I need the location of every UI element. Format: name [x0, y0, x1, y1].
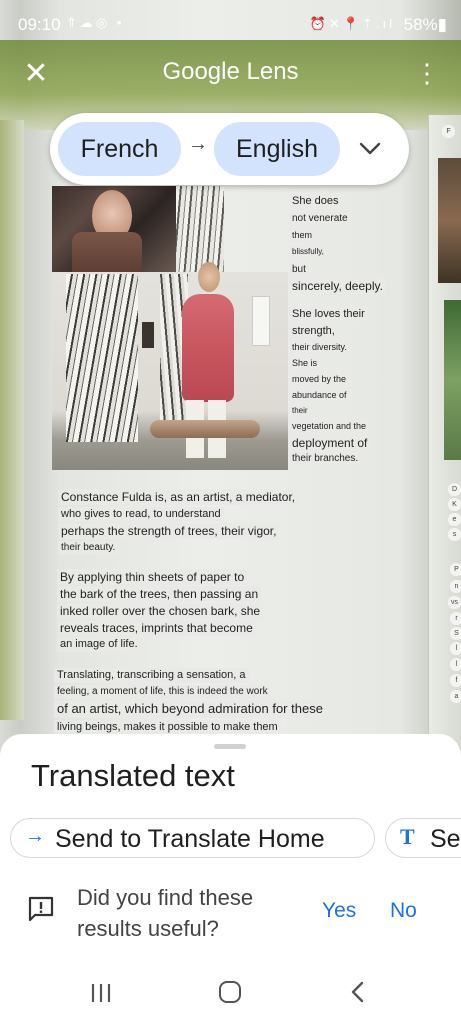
back-icon[interactable]: [350, 980, 366, 1004]
background-wall-left: [0, 120, 24, 720]
translated-text[interactable]: their: [289, 405, 311, 417]
sheet-title: Translated text: [31, 758, 235, 793]
notification-icons: ⇑☁◎ •: [66, 15, 125, 30]
feedback-icon: [27, 896, 55, 922]
adjacent-text: n: [450, 580, 461, 593]
translated-text[interactable]: blissfully,: [289, 246, 327, 258]
adjacent-photo: [438, 158, 461, 283]
drag-handle[interactable]: [214, 744, 246, 749]
navigation-bar: [0, 964, 461, 1024]
translated-text[interactable]: vegetation and the: [289, 420, 369, 433]
translated-text[interactable]: sincerely, deeply.: [289, 278, 386, 294]
page-title: Google Lens: [162, 58, 299, 85]
arrow-right-icon: →: [188, 133, 208, 155]
translated-text[interactable]: Translating, transcribing a sensation, a: [54, 668, 249, 683]
source-language-button[interactable]: French: [58, 122, 181, 176]
home-icon[interactable]: [219, 981, 241, 1003]
translated-text[interactable]: an image of life.: [57, 637, 141, 652]
adjacent-text: P: [450, 563, 461, 576]
more-vert-icon[interactable]: ⋮: [414, 58, 440, 88]
translated-text[interactable]: of an artist, which beyond admiration for these: [54, 700, 326, 718]
send-to-translate-button[interactable]: [10, 818, 375, 858]
adjacent-text: s: [448, 528, 461, 541]
battery-level: 58%▮: [403, 15, 447, 34]
translated-text[interactable]: Constance Fulda is, as an artist, a mediator,: [58, 489, 298, 505]
adjacent-text: a: [450, 690, 461, 703]
translated-text[interactable]: living beings, makes it possible to make them: [54, 720, 281, 735]
adjacent-text: vs: [448, 596, 461, 609]
translated-text[interactable]: moved by the: [289, 373, 349, 386]
adjacent-text: l: [450, 658, 461, 671]
adjacent-text: K: [448, 498, 461, 511]
translated-text[interactable]: By applying thin sheets of paper to: [57, 569, 247, 585]
adjacent-text: D: [448, 483, 461, 496]
status-bar: [0, 0, 461, 48]
translated-text[interactable]: their branches.: [289, 452, 361, 466]
artist-dress: [182, 294, 234, 402]
artist-head: [198, 262, 220, 292]
text-icon: T: [400, 824, 415, 849]
adjacent-text: F: [442, 125, 455, 138]
translated-text[interactable]: them: [289, 229, 315, 242]
chip-label: Send to Translate Home: [55, 825, 325, 853]
system-icons: ⏰✕📍⇡.ıl: [309, 16, 395, 31]
status-time: 09:10: [18, 15, 61, 34]
small-picture: [142, 322, 154, 348]
close-icon[interactable]: ✕: [23, 57, 49, 90]
artist-scarf: [72, 232, 142, 272]
adjacent-photo-tree: [444, 300, 461, 460]
select-text-button[interactable]: [385, 818, 461, 858]
translated-text[interactable]: who gives to read, to understand: [58, 507, 224, 522]
translated-text[interactable]: perhaps the strength of trees, their vigor,: [58, 523, 279, 539]
feedback-question: Did you find these results useful?: [77, 885, 254, 941]
translated-text[interactable]: their diversity.: [289, 341, 350, 354]
adjacent-text: f: [450, 674, 461, 687]
translated-text[interactable]: inked roller over the chosen bark, she: [57, 603, 263, 619]
translated-text[interactable]: She is: [289, 357, 320, 370]
wall-frame: [252, 296, 270, 346]
bark-print-large: [66, 274, 138, 442]
translated-text[interactable]: strength,: [289, 324, 338, 339]
adjacent-text: r: [450, 612, 461, 625]
translated-text[interactable]: reveals traces, imprints that become: [57, 620, 256, 636]
translated-text[interactable]: the bark of the trees, then passing an: [57, 586, 261, 602]
adjacent-text: S: [450, 627, 461, 640]
arrow-right-icon: →: [25, 825, 45, 847]
adjacent-text: e: [448, 513, 461, 526]
yes-button[interactable]: Yes: [322, 899, 357, 922]
recents-icon[interactable]: [90, 982, 112, 1004]
translated-text[interactable]: feeling, a moment of life, this is indeed the work: [54, 685, 271, 699]
log: [150, 420, 260, 438]
translated-text[interactable]: their beauty.: [58, 541, 118, 555]
translated-text[interactable]: not venerate: [289, 212, 351, 226]
chip-label: Se: [430, 825, 461, 853]
translated-text[interactable]: She loves their: [289, 307, 368, 322]
adjacent-text: l: [450, 642, 461, 655]
translated-text[interactable]: abundance of: [289, 389, 350, 402]
language-selector: [50, 113, 409, 185]
translated-text[interactable]: She does: [289, 194, 341, 209]
translated-text[interactable]: deployment of: [289, 435, 370, 451]
target-language-button[interactable]: English: [214, 122, 340, 176]
translated-text[interactable]: but: [289, 263, 309, 277]
chevron-down-icon[interactable]: [355, 133, 385, 163]
no-button[interactable]: No: [390, 899, 417, 922]
